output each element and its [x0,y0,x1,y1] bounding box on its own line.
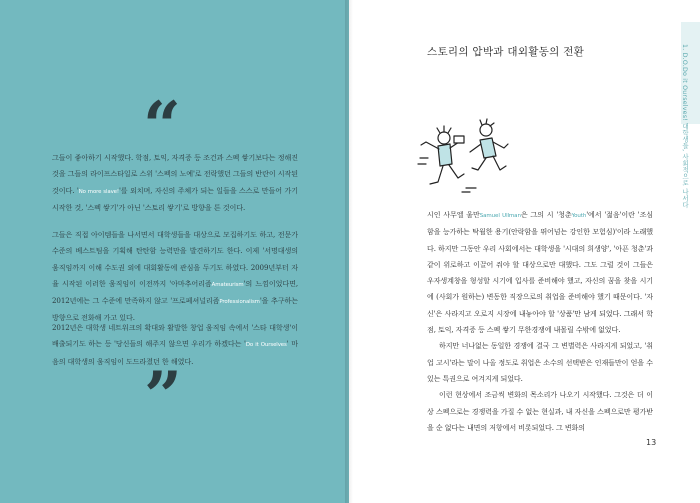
right-paragraph-3: 이런 현상에서 조금씩 변화의 목소리가 나오기 시작했다. 그것은 더 이상 스펙으로는 경쟁력을 가질 수 없는 현실과, 내 자신을 스펙으로만 평가받을 순 없다는 내면의 저항에서 비롯되었다. 그 변화의 [427,390,653,432]
text-run: 2012년은 대학생 네트워크의 확대와 활발한 창업 움직임 속에서 '스타 대학생'이 배출되기도 하는 등 '당신들의 해주지 않으면 우리가 하겠다는 ' [52,323,298,349]
text-run: 그들이 좋아하기 시작했다. 학점, 토익, 자격증 등 조건과 스펙 쌓기보다는 정해진 것을 그들의 라이프스타일로 스위 '스펙의 노예'로 전락했던 그들의 반란이 시작된 것이다. ' [52,153,298,195]
left-paragraph-2 [52,227,298,327]
text-run: '에서 '젊음'이란 '조심함을 능가하는 탁월한 용기(안락함을 뛰어넘는 강인한 모험심)'이라 노래했다. 하지만 그동안 우리 사회에서는 대학생을 '시대의 희생양', '아픈 청춘'과 같이 위로하고 이끌어 줘야 할 대상으로만 대했다. 그도 그럴 것이 그들은 우자생계창을 형성할 시기에 입사를 준비해야 했고, 자신의 꿈을 찾을 시기에 (사회가 원하는) 변동한 직장으로의 취업을 준비해야 했기 때문이다. '자신'은 사라지고 오로지 시장에 내놓아야 할 '상품'만 남게 되었다. 그래서 학점, 토익, 자격증 등 스펙 쌓기 무한경쟁에 내몰릴 수밖에 없었다. [427,210,653,335]
chapter-side-tab: 1. D.O.Do it Ourselves! 대학생들, 사회적으로 나서다 [681,44,688,208]
text-run: 그들은 직접 아이템들을 나서면서 대학생들을 대상으로 모집하기도 하고, 전문가 수준의 베스트팀을 기획해 탄탄함 능력만을 발견하기도 한다. 이제 '서명대생의 움직임까지 이해 수도권 외에 대회활동에 관심을 두기도 하였다. 2009년부터 자율 시작된 이러한 움직임이 이전까지 '아마추어리즘 [52,230,298,288]
running-people-illustration [416,118,512,198]
page-number: 13 [646,438,657,447]
section-title: 스토리의 압박과 대외활동의 전환 [427,46,585,58]
opening-quote-mark: “ [143,87,181,165]
closing-quote-mark: ” [144,357,182,435]
right-paragraph-1 [427,207,653,338]
english-gloss: No more slave! [78,188,119,195]
text-run: '을 추구하는 방향으로 전화해 가고 있다. [52,296,298,323]
english-gloss: Samuel Ullman [479,213,521,219]
english-gloss: Professionalism [219,299,260,306]
text-run: ' 마음의 대학생의 움직임이 도드라졌던 한 해였다. [52,339,298,366]
left-paragraph-1 [52,150,298,216]
text-run: '를 외치며, 자신의 주체가 되는 일들을 스스로 만들어 가기 시작한 것, '스펙 쌓기'가 아닌 '스토리 쌓기'로 방향을 튼 것이다. [52,185,298,212]
text-run: '의 느낌이었다면, 2012년에는 그 수준에 만족하지 않고 '프로페셔널리즘 [52,278,298,306]
right-body-text [427,207,653,436]
text-run: 은 그의 시 '청춘 [520,210,572,219]
english-gloss: Amateurism [211,281,244,288]
book-gutter [345,0,353,503]
text-run: 시인 사무엘 울만 [427,210,480,219]
english-gloss: Do it Ourselves [245,342,287,349]
english-gloss: Youth [571,213,587,219]
right-paragraph-2: 하지만 너나없는 동일한 경쟁에 결국 그 변별력은 사라지게 되었고, '취업 고시'라는 말이 나올 정도로 취업은 소수의 선택받은 인재들만이 얻을 수 있는 특권으로 여겨지게 되었다. [427,341,653,383]
